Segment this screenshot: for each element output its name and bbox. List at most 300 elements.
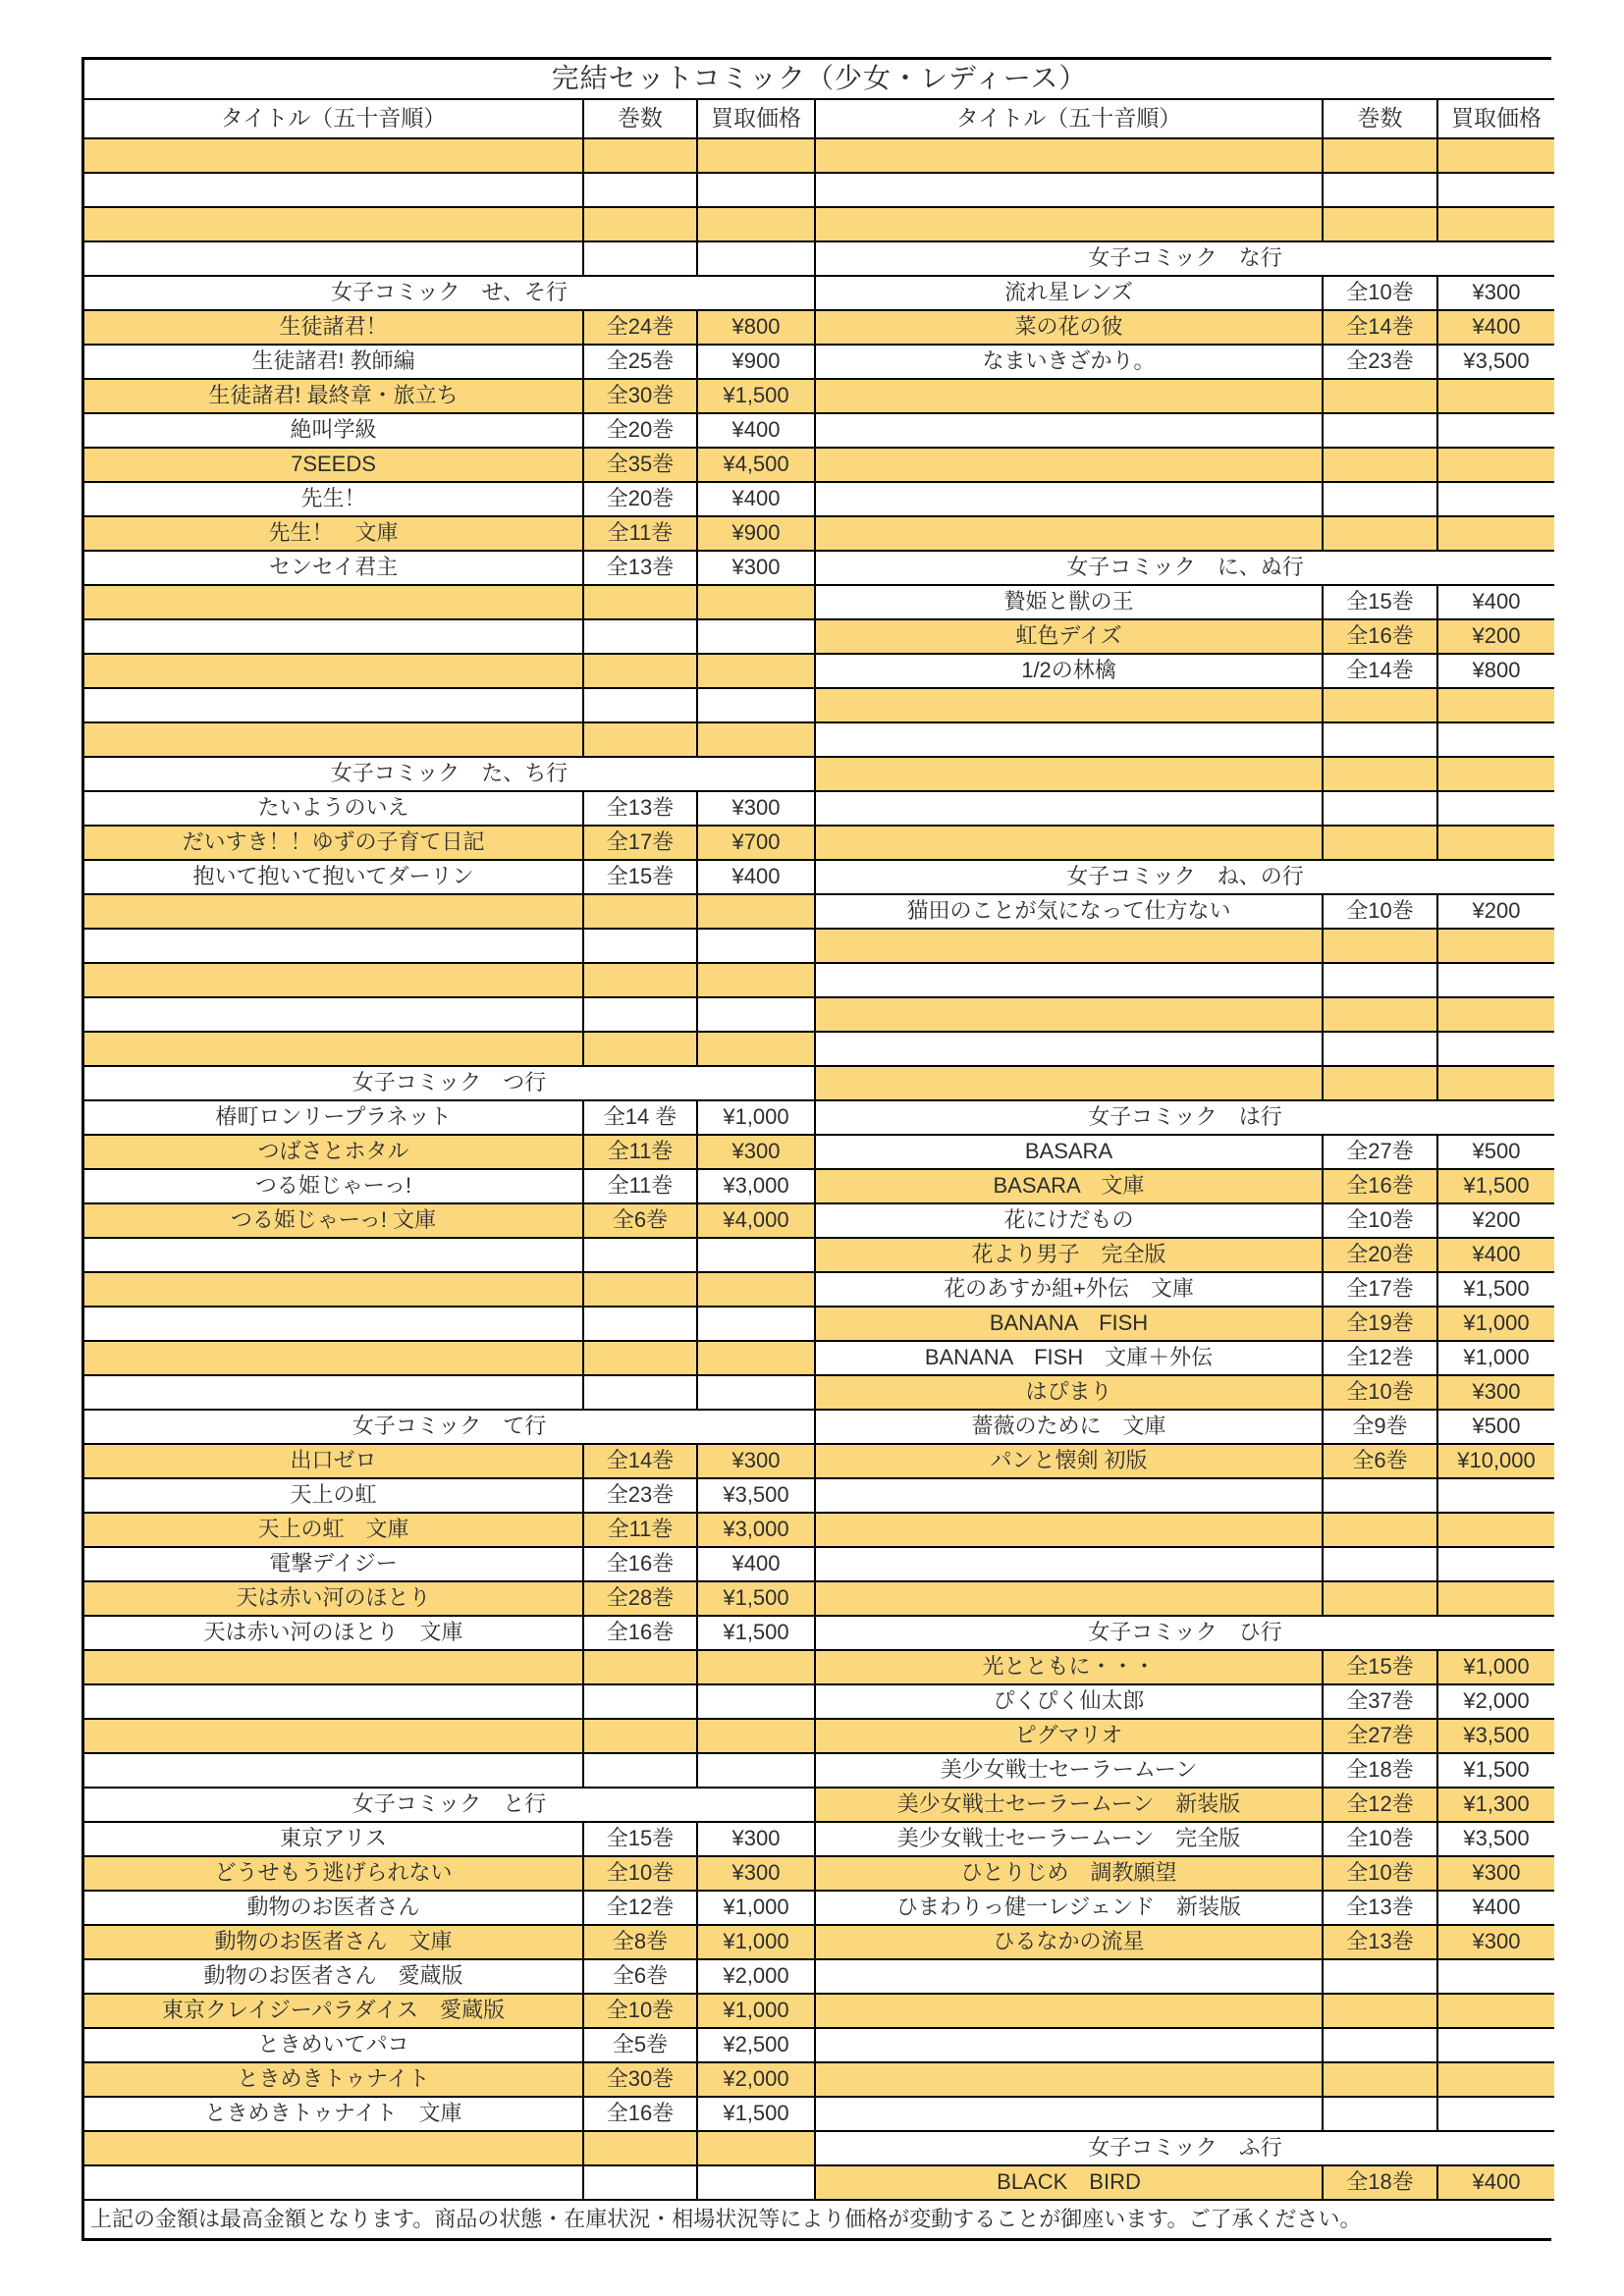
- volumes-cell: 全28巻: [584, 1582, 698, 1617]
- volumes-cell: 全17巻: [584, 827, 698, 861]
- empty-cell: [816, 758, 1324, 792]
- empty-cell: [816, 1514, 1324, 1548]
- empty-cell: [1324, 689, 1438, 723]
- empty-cell: [816, 449, 1324, 483]
- price-cell: ¥4,000: [698, 1204, 816, 1239]
- empty-cell: [584, 723, 698, 758]
- empty-cell: [698, 655, 816, 689]
- title-cell: 天は赤い河のほとり 文庫: [84, 1617, 584, 1651]
- empty-cell: [1438, 174, 1554, 208]
- price-cell: ¥1,300: [1438, 1789, 1554, 1823]
- volumes-cell: 全30巻: [584, 2063, 698, 2098]
- column-header-volumes-right: 巻数: [1324, 100, 1438, 139]
- empty-cell: [698, 1651, 816, 1685]
- empty-cell: [698, 1720, 816, 1754]
- empty-cell: [816, 1995, 1324, 2029]
- section-header: 女子コミック ひ行: [816, 1617, 1554, 1651]
- empty-cell: [816, 792, 1324, 827]
- empty-cell: [584, 1651, 698, 1685]
- title-cell: 薔薇のために 文庫: [816, 1411, 1324, 1445]
- section-header: 女子コミック て行: [84, 1411, 816, 1445]
- empty-cell: [816, 689, 1324, 723]
- volumes-cell: 全10巻: [1324, 1204, 1438, 1239]
- empty-cell: [84, 1720, 584, 1754]
- empty-cell: [84, 586, 584, 620]
- price-cell: ¥1,000: [1438, 1308, 1554, 1342]
- empty-cell: [1324, 208, 1438, 242]
- empty-cell: [698, 1273, 816, 1308]
- price-cell: ¥500: [1438, 1136, 1554, 1170]
- price-cell: ¥400: [698, 483, 816, 517]
- title-cell: 東京アリス: [84, 1823, 584, 1857]
- price-cell: ¥300: [698, 1136, 816, 1170]
- empty-cell: [1324, 517, 1438, 552]
- empty-cell: [584, 689, 698, 723]
- volumes-cell: 全10巻: [584, 1995, 698, 2029]
- empty-cell: [1324, 139, 1438, 174]
- empty-cell: [584, 655, 698, 689]
- title-cell: 動物のお医者さん 文庫: [84, 1926, 584, 1960]
- section-header: 女子コミック に、ぬ行: [816, 552, 1554, 586]
- volumes-cell: 全15巻: [584, 1823, 698, 1857]
- volumes-cell: 全13巻: [1324, 1892, 1438, 1926]
- empty-cell: [1324, 1582, 1438, 1617]
- volumes-cell: 全14 巻: [584, 1101, 698, 1136]
- empty-cell: [698, 1342, 816, 1376]
- empty-cell: [84, 1685, 584, 1720]
- empty-cell: [84, 895, 584, 930]
- title-cell: 動物のお医者さん 愛蔵版: [84, 1960, 584, 1995]
- section-header: 女子コミック せ、そ行: [84, 277, 816, 311]
- empty-cell: [698, 174, 816, 208]
- empty-cell: [1324, 2098, 1438, 2132]
- empty-cell: [1438, 723, 1554, 758]
- empty-cell: [1438, 208, 1554, 242]
- empty-cell: [1438, 758, 1554, 792]
- empty-cell: [1324, 998, 1438, 1033]
- volumes-cell: 全11巻: [584, 1170, 698, 1204]
- empty-cell: [584, 2132, 698, 2166]
- empty-cell: [698, 1239, 816, 1273]
- empty-cell: [1438, 1479, 1554, 1514]
- empty-cell: [816, 414, 1324, 449]
- volumes-cell: 全6巻: [584, 1204, 698, 1239]
- price-cell: ¥1,500: [698, 2098, 816, 2132]
- empty-cell: [1438, 1067, 1554, 1101]
- title-cell: 椿町ロンリープラネット: [84, 1101, 584, 1136]
- volumes-cell: 全23巻: [584, 1479, 698, 1514]
- price-cell: ¥200: [1438, 620, 1554, 655]
- title-cell: BANANA FISH 文庫＋外伝: [816, 1342, 1324, 1376]
- empty-cell: [816, 827, 1324, 861]
- price-cell: ¥1,000: [698, 1995, 816, 2029]
- title-cell: 電撃デイジー: [84, 1548, 584, 1582]
- volumes-cell: 全23巻: [1324, 346, 1438, 380]
- empty-cell: [84, 620, 584, 655]
- empty-cell: [84, 998, 584, 1033]
- empty-cell: [1324, 174, 1438, 208]
- price-cell: ¥3,000: [698, 1514, 816, 1548]
- empty-cell: [698, 1033, 816, 1067]
- empty-cell: [698, 2132, 816, 2166]
- empty-cell: [584, 242, 698, 277]
- title-cell: 美少女戦士セーラームーン 新装版: [816, 1789, 1324, 1823]
- title-cell: ひるなかの流星: [816, 1926, 1324, 1960]
- title-cell: 生徒諸君！: [84, 311, 584, 346]
- empty-cell: [584, 930, 698, 964]
- volumes-cell: 全13巻: [1324, 1926, 1438, 1960]
- empty-cell: [698, 586, 816, 620]
- volumes-cell: 全16巻: [1324, 620, 1438, 655]
- empty-cell: [816, 1033, 1324, 1067]
- column-header-title-left: タイトル（五十音順）: [84, 100, 584, 139]
- volumes-cell: 全5巻: [584, 2029, 698, 2063]
- empty-cell: [698, 930, 816, 964]
- price-cell: ¥200: [1438, 895, 1554, 930]
- volumes-cell: 全10巻: [1324, 1376, 1438, 1411]
- volumes-cell: 全20巻: [584, 483, 698, 517]
- volumes-cell: 全10巻: [1324, 1823, 1438, 1857]
- empty-cell: [816, 2029, 1324, 2063]
- empty-cell: [1324, 414, 1438, 449]
- title-cell: はぴまり: [816, 1376, 1324, 1411]
- title-cell: BANANA FISH: [816, 1308, 1324, 1342]
- empty-cell: [1324, 449, 1438, 483]
- price-cell: ¥4,500: [698, 449, 816, 483]
- title-cell: 虹色デイズ: [816, 620, 1324, 655]
- volumes-cell: 全15巻: [584, 861, 698, 895]
- volumes-cell: 全9巻: [1324, 1411, 1438, 1445]
- price-cell: ¥400: [698, 1548, 816, 1582]
- volumes-cell: 全12巻: [1324, 1789, 1438, 1823]
- empty-cell: [84, 208, 584, 242]
- volumes-cell: 全14巻: [1324, 311, 1438, 346]
- price-cell: ¥1,000: [1438, 1342, 1554, 1376]
- price-cell: ¥3,500: [698, 1479, 816, 1514]
- empty-cell: [584, 1376, 698, 1411]
- empty-cell: [1438, 2063, 1554, 2098]
- volumes-cell: 全37巻: [1324, 1685, 1438, 1720]
- price-cell: ¥800: [698, 311, 816, 346]
- empty-cell: [698, 1754, 816, 1789]
- empty-cell: [84, 1651, 584, 1685]
- empty-cell: [816, 208, 1324, 242]
- title-cell: どうせもう逃げられない: [84, 1857, 584, 1892]
- price-cell: ¥3,500: [1438, 1720, 1554, 1754]
- volumes-cell: 全13巻: [584, 552, 698, 586]
- price-cell: ¥300: [1438, 1857, 1554, 1892]
- title-cell: 1/2の林檎: [816, 655, 1324, 689]
- title-cell: ひまわりっ健一レジェンド 新装版: [816, 1892, 1324, 1926]
- price-cell: ¥400: [1438, 586, 1554, 620]
- empty-cell: [698, 208, 816, 242]
- volumes-cell: 全14巻: [584, 1445, 698, 1479]
- empty-cell: [1324, 2063, 1438, 2098]
- volumes-cell: 全17巻: [1324, 1273, 1438, 1308]
- empty-cell: [816, 483, 1324, 517]
- section-header: 女子コミック つ行: [84, 1067, 816, 1101]
- title-cell: 猫田のことが気になって仕方ない: [816, 895, 1324, 930]
- title-cell: 菜の花の彼: [816, 311, 1324, 346]
- price-cell: ¥300: [698, 1823, 816, 1857]
- empty-cell: [1438, 827, 1554, 861]
- empty-cell: [1324, 1548, 1438, 1582]
- empty-cell: [1324, 964, 1438, 998]
- title-cell: 7SEEDS: [84, 449, 584, 483]
- title-cell: 美少女戦士セーラームーン 完全版: [816, 1823, 1324, 1857]
- price-cell: ¥1,000: [698, 1101, 816, 1136]
- empty-cell: [1324, 1960, 1438, 1995]
- title-cell: 花にけだもの: [816, 1204, 1324, 1239]
- price-cell: ¥1,500: [1438, 1170, 1554, 1204]
- empty-cell: [816, 998, 1324, 1033]
- title-cell: 花より男子 完全版: [816, 1239, 1324, 1273]
- volumes-cell: 全19巻: [1324, 1308, 1438, 1342]
- price-cell: ¥300: [1438, 1376, 1554, 1411]
- title-cell: BASARA: [816, 1136, 1324, 1170]
- empty-cell: [584, 1239, 698, 1273]
- empty-cell: [584, 2166, 698, 2201]
- empty-cell: [84, 242, 584, 277]
- empty-cell: [84, 2166, 584, 2201]
- empty-cell: [698, 139, 816, 174]
- volumes-cell: 全10巻: [584, 1857, 698, 1892]
- empty-cell: [1438, 930, 1554, 964]
- empty-cell: [698, 723, 816, 758]
- volumes-cell: 全13巻: [584, 792, 698, 827]
- price-cell: ¥1,500: [1438, 1273, 1554, 1308]
- volumes-cell: 全16巻: [584, 1617, 698, 1651]
- volumes-cell: 全8巻: [584, 1926, 698, 1960]
- volumes-cell: 全20巻: [584, 414, 698, 449]
- empty-cell: [584, 586, 698, 620]
- section-header: 女子コミック と行: [84, 1789, 816, 1823]
- title-cell: なまいきざかり。: [816, 346, 1324, 380]
- empty-cell: [84, 139, 584, 174]
- empty-cell: [584, 139, 698, 174]
- title-cell: ときめきトゥナイト: [84, 2063, 584, 2098]
- empty-cell: [1324, 1514, 1438, 1548]
- volumes-cell: 全11巻: [584, 1514, 698, 1548]
- empty-cell: [584, 1273, 698, 1308]
- price-cell: ¥300: [698, 792, 816, 827]
- price-cell: ¥2,500: [698, 2029, 816, 2063]
- empty-cell: [1438, 139, 1554, 174]
- empty-cell: [816, 139, 1324, 174]
- empty-cell: [1438, 414, 1554, 449]
- empty-cell: [84, 689, 584, 723]
- empty-cell: [698, 1376, 816, 1411]
- volumes-cell: 全15巻: [1324, 1651, 1438, 1685]
- title-cell: 天上の虹 文庫: [84, 1514, 584, 1548]
- price-cell: ¥500: [1438, 1411, 1554, 1445]
- empty-cell: [584, 1033, 698, 1067]
- volumes-cell: 全18巻: [1324, 2166, 1438, 2201]
- empty-cell: [584, 998, 698, 1033]
- empty-cell: [1324, 792, 1438, 827]
- empty-cell: [84, 174, 584, 208]
- price-cell: ¥1,000: [698, 1892, 816, 1926]
- empty-cell: [1438, 1582, 1554, 1617]
- empty-cell: [84, 1308, 584, 1342]
- empty-cell: [1324, 1995, 1438, 2029]
- empty-cell: [698, 242, 816, 277]
- empty-cell: [1438, 1995, 1554, 2029]
- title-cell: 天上の虹: [84, 1479, 584, 1514]
- volumes-cell: 全10巻: [1324, 895, 1438, 930]
- title-cell: たいようのいえ: [84, 792, 584, 827]
- volumes-cell: 全12巻: [584, 1892, 698, 1926]
- empty-cell: [84, 2132, 584, 2166]
- volumes-cell: 全20巻: [1324, 1239, 1438, 1273]
- empty-cell: [584, 964, 698, 998]
- empty-cell: [1438, 2029, 1554, 2063]
- empty-cell: [84, 1273, 584, 1308]
- price-cell: ¥3,500: [1438, 1823, 1554, 1857]
- price-cell: ¥1,500: [1438, 1754, 1554, 1789]
- volumes-cell: 全15巻: [1324, 586, 1438, 620]
- price-cell: ¥1,000: [1438, 1651, 1554, 1685]
- title-cell: BLACK BIRD: [816, 2166, 1324, 2201]
- empty-cell: [816, 1582, 1324, 1617]
- title-cell: ひとりじめ 調教願望: [816, 1857, 1324, 1892]
- title-cell: 花のあすか組+外伝 文庫: [816, 1273, 1324, 1308]
- title-cell: 東京クレイジーパラダイス 愛蔵版: [84, 1995, 584, 2029]
- title-cell: 光とともに・・・: [816, 1651, 1324, 1685]
- volumes-cell: 全18巻: [1324, 1754, 1438, 1789]
- price-cell: ¥800: [1438, 655, 1554, 689]
- title-cell: だいすき！！ゆずの子育て日記: [84, 827, 584, 861]
- price-cell: ¥400: [1438, 311, 1554, 346]
- title-cell: ときめきトゥナイト 文庫: [84, 2098, 584, 2132]
- empty-cell: [1438, 380, 1554, 414]
- price-cell: ¥900: [698, 346, 816, 380]
- empty-cell: [816, 1067, 1324, 1101]
- price-cell: ¥3,000: [698, 1170, 816, 1204]
- volumes-cell: 全16巻: [1324, 1170, 1438, 1204]
- price-cell: ¥300: [698, 1857, 816, 1892]
- price-cell: ¥400: [698, 414, 816, 449]
- empty-cell: [1324, 1479, 1438, 1514]
- price-cell: ¥200: [1438, 1204, 1554, 1239]
- empty-cell: [84, 1376, 584, 1411]
- title-cell: 絶叫学級: [84, 414, 584, 449]
- empty-cell: [584, 208, 698, 242]
- title-cell: ピグマリオ: [816, 1720, 1324, 1754]
- title-cell: ぴくぴく仙太郎: [816, 1685, 1324, 1720]
- empty-cell: [698, 895, 816, 930]
- empty-cell: [1438, 1033, 1554, 1067]
- price-cell: ¥2,000: [698, 2063, 816, 2098]
- title-cell: 動物のお医者さん: [84, 1892, 584, 1926]
- title-cell: つばさとホタル: [84, 1136, 584, 1170]
- title-cell: 出口ゼロ: [84, 1445, 584, 1479]
- empty-cell: [1324, 1067, 1438, 1101]
- price-cell: ¥400: [1438, 1239, 1554, 1273]
- price-cell: ¥300: [698, 552, 816, 586]
- title-cell: 先生！: [84, 483, 584, 517]
- price-cell: ¥3,500: [1438, 346, 1554, 380]
- title-cell: BASARA 文庫: [816, 1170, 1324, 1204]
- volumes-cell: 全25巻: [584, 346, 698, 380]
- empty-cell: [84, 1754, 584, 1789]
- empty-cell: [584, 1342, 698, 1376]
- empty-cell: [698, 1308, 816, 1342]
- section-header: 女子コミック た、ち行: [84, 758, 816, 792]
- volumes-cell: 全12巻: [1324, 1342, 1438, 1376]
- price-cell: ¥2,000: [1438, 1685, 1554, 1720]
- empty-cell: [84, 1033, 584, 1067]
- empty-cell: [1438, 449, 1554, 483]
- empty-cell: [584, 1754, 698, 1789]
- price-cell: ¥10,000: [1438, 1445, 1554, 1479]
- title-cell: つる姫じゃーっ!: [84, 1170, 584, 1204]
- volumes-cell: 全24巻: [584, 311, 698, 346]
- price-cell: ¥1,000: [698, 1926, 816, 1960]
- empty-cell: [1324, 2029, 1438, 2063]
- column-header-price-left: 買取価格: [698, 100, 816, 139]
- price-cell: ¥300: [698, 1445, 816, 1479]
- title-cell: センセイ君主: [84, 552, 584, 586]
- empty-cell: [816, 930, 1324, 964]
- price-cell: ¥700: [698, 827, 816, 861]
- empty-cell: [816, 723, 1324, 758]
- price-cell: ¥400: [1438, 1892, 1554, 1926]
- title-cell: パンと懐剣 初版: [816, 1445, 1324, 1479]
- table-title: 完結セットコミック（少女・レディース）: [84, 60, 1554, 100]
- empty-cell: [1438, 792, 1554, 827]
- empty-cell: [1438, 1548, 1554, 1582]
- empty-cell: [84, 964, 584, 998]
- volumes-cell: 全30巻: [584, 380, 698, 414]
- empty-cell: [1438, 1514, 1554, 1548]
- empty-cell: [816, 517, 1324, 552]
- column-header-price-right: 買取価格: [1438, 100, 1554, 139]
- empty-cell: [84, 1239, 584, 1273]
- volumes-cell: 全14巻: [1324, 655, 1438, 689]
- price-cell: ¥2,000: [698, 1960, 816, 1995]
- title-cell: 流れ星レンズ: [816, 277, 1324, 311]
- empty-cell: [816, 1960, 1324, 1995]
- price-cell: ¥900: [698, 517, 816, 552]
- price-cell: ¥400: [698, 861, 816, 895]
- empty-cell: [1324, 1033, 1438, 1067]
- empty-cell: [698, 620, 816, 655]
- empty-cell: [584, 620, 698, 655]
- price-table: [81, 57, 1551, 2241]
- empty-cell: [698, 689, 816, 723]
- price-cell: ¥1,500: [698, 380, 816, 414]
- empty-cell: [1324, 930, 1438, 964]
- empty-cell: [816, 2098, 1324, 2132]
- volumes-cell: 全16巻: [584, 1548, 698, 1582]
- empty-cell: [584, 895, 698, 930]
- title-cell: 抱いて抱いて抱いてダーリン: [84, 861, 584, 895]
- empty-cell: [816, 380, 1324, 414]
- empty-cell: [1438, 964, 1554, 998]
- empty-cell: [816, 1479, 1324, 1514]
- empty-cell: [1324, 380, 1438, 414]
- empty-cell: [816, 964, 1324, 998]
- title-cell: 生徒諸君! 最終章・旅立ち: [84, 380, 584, 414]
- empty-cell: [1324, 758, 1438, 792]
- volumes-cell: 全35巻: [584, 449, 698, 483]
- title-cell: 天は赤い河のほとり: [84, 1582, 584, 1617]
- empty-cell: [84, 723, 584, 758]
- title-cell: 贄姫と獣の王: [816, 586, 1324, 620]
- title-cell: 生徒諸君! 教師編: [84, 346, 584, 380]
- footer-note: 上記の金額は最高金額となります。商品の状態・在庫状況・相場状況等により価格が変動することが御座います。ご了承ください。: [84, 2201, 1554, 2238]
